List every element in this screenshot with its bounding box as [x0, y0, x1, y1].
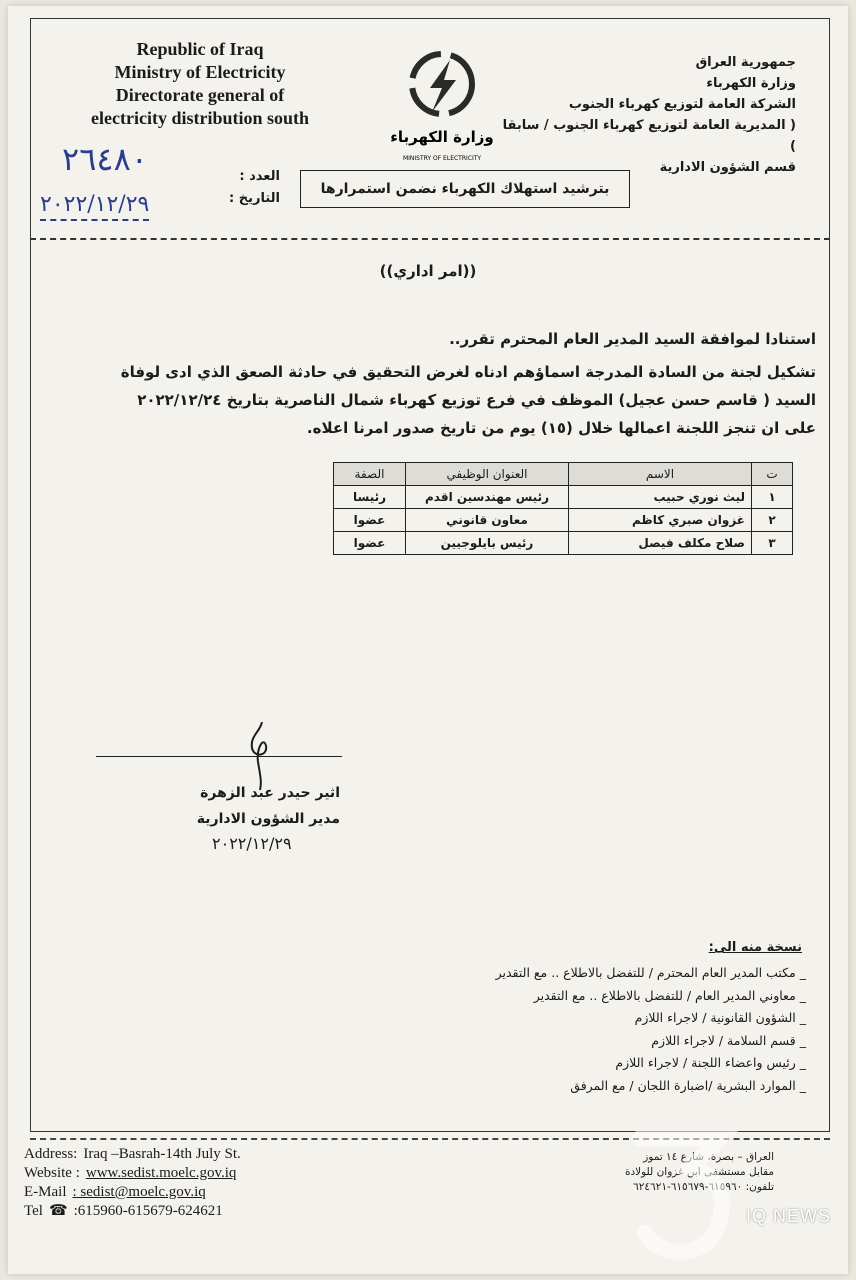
ar-line-2: وزارة الكهرباء — [706, 76, 796, 91]
list-item: _ مكتب المدير العام المحترم / للتفضل بالاطلاع .. مع التقدير — [306, 962, 806, 985]
en-line-4: electricity distribution south — [91, 108, 309, 128]
cell-number: ٣ — [752, 532, 793, 555]
handwritten-number: ٢٦٤٨٠ — [62, 140, 148, 178]
copies-list — [306, 962, 806, 1097]
address-value: Iraq –Basrah-14th July St. — [83, 1146, 241, 1162]
watermark-text: IQ NEWS — [746, 1206, 832, 1226]
cell-number: ٢ — [752, 509, 793, 532]
cell-name: غزوان صبري كاظم — [569, 509, 752, 532]
ar-line-1: جمهورية العراق — [695, 55, 796, 70]
header-divider — [30, 238, 830, 240]
signer-block — [180, 780, 340, 832]
cell-role: عضوا — [334, 532, 406, 555]
ar-line-4: ( المديرية العامة لتوزيع كهرباء الجنوب / سابقا ) — [502, 118, 796, 154]
table-header-row — [334, 463, 793, 486]
website-label: Website : — [24, 1165, 80, 1181]
en-line-1: Republic of Iraq — [136, 39, 264, 59]
handwritten-date: ٢٠٢٢/١٢/٢٩ — [40, 192, 149, 221]
table-row — [334, 532, 793, 555]
cell-number: ١ — [752, 486, 793, 509]
english-letterhead — [60, 38, 340, 130]
tel-label: Tel — [24, 1203, 43, 1219]
cell-job-title: معاون قانوني — [406, 509, 569, 532]
cell-job-title: رئيس بايلوجيين — [406, 532, 569, 555]
order-title: ((امر اداري)) — [379, 262, 477, 280]
logo-en-text: MINISTRY OF ELECTRICITY — [402, 155, 482, 162]
email-link[interactable]: : sedist@moelc.gov.iq — [72, 1184, 206, 1200]
ar-addr-line-1: العراق – بصرة، شارع ١٤ تموز — [643, 1151, 774, 1163]
email-label: E-Mail — [24, 1184, 67, 1200]
website-row — [24, 1164, 241, 1183]
tel-value: :615960-615679-624621 — [73, 1203, 223, 1219]
date-label: التاريخ : — [229, 191, 280, 206]
en-line-3: Directorate general of — [115, 85, 285, 105]
list-item: _ الموارد البشرية /اضبارة اللجان / مع المرفق — [306, 1075, 806, 1098]
signer-name: اثير حيدر عبد الزهرة — [200, 785, 340, 801]
meta-labels — [228, 166, 280, 210]
col-number: ت — [752, 463, 793, 486]
list-item: _ معاوني المدير العام / للتفضل بالاطلاع .. مع التقدير — [306, 985, 806, 1008]
ar-addr-line-2: مقابل مستشفى ابن غزوان للولادة — [624, 1166, 774, 1178]
logo-ar-text: وزارة الكهرباء — [390, 128, 494, 146]
list-item: _ رئيس واعضاء اللجنة / لاجراء اللازم — [306, 1052, 806, 1075]
cell-name: ليث نوري حبيب — [569, 486, 752, 509]
email-row — [24, 1183, 241, 1202]
cell-name: صلاح مكلف فيصل — [569, 532, 752, 555]
ministry-logo — [388, 42, 496, 170]
list-item: _ الشؤون القانونية / لاجراء اللازم — [306, 1007, 806, 1030]
col-name: الاسم — [569, 463, 752, 486]
committee-table — [333, 462, 793, 555]
order-intro: استنادا لموافقة السيد المدير العام المحترم تقرر.. — [449, 330, 816, 348]
ar-line-5: قسم الشؤون الادارية — [659, 160, 796, 175]
col-job-title: العنوان الوظيفي — [406, 463, 569, 486]
slogan-box: بترشيد استهلاك الكهرباء نضمن استمرارها — [300, 170, 630, 208]
cell-role: عضوا — [334, 509, 406, 532]
col-role: الصفة — [334, 463, 406, 486]
signature-date: ٢٠٢٢/١٢/٢٩ — [212, 834, 292, 853]
news-watermark-icon — [620, 1128, 740, 1268]
ar-addr-line-3: تلفون: ٦١٥٩٦٠-٦١٥٦٧٩-٦٢٤٦٢١ — [633, 1181, 774, 1193]
table-row — [334, 486, 793, 509]
list-item: _ قسم السلامة / لاجراء اللازم — [306, 1030, 806, 1053]
cell-role: رئيسا — [334, 486, 406, 509]
phone-icon: ☎ — [48, 1203, 68, 1219]
copies-title: نسخة منه الى: — [708, 940, 802, 955]
order-body: تشكيل لجنة من السادة المدرجة اسماؤهم ادناه لغرض التحقيق في حادثة الصعق الذي ادى لوفاة السيد ( قاسم حسن عجيل) الموظف في فرع توزيع كهرباء شمال الناصرية بتاريخ ٢٠٢٢/١٢/٢٤ على ان تنجز اللجنة اعمالها خلال (١٥) يوم من تاريخ صدور امرنا اعلاه. — [120, 363, 816, 437]
ar-line-3: الشركة العامة لتوزيع كهرباء الجنوب — [568, 97, 796, 112]
tel-row — [24, 1202, 241, 1221]
number-label: العدد : — [239, 169, 280, 184]
table-row — [334, 509, 793, 532]
signature-line — [96, 756, 342, 757]
footer-address-block — [24, 1145, 241, 1221]
arabic-letterhead — [496, 52, 796, 178]
website-link[interactable]: www.sedist.moelc.gov.iq — [85, 1165, 237, 1181]
signer-title: مدير الشؤون الادارية — [196, 811, 340, 827]
address-row — [24, 1145, 241, 1164]
address-label: Address: — [24, 1146, 78, 1162]
en-line-2: Ministry of Electricity — [114, 62, 286, 82]
cell-job-title: رئيس مهندسين اقدم — [406, 486, 569, 509]
